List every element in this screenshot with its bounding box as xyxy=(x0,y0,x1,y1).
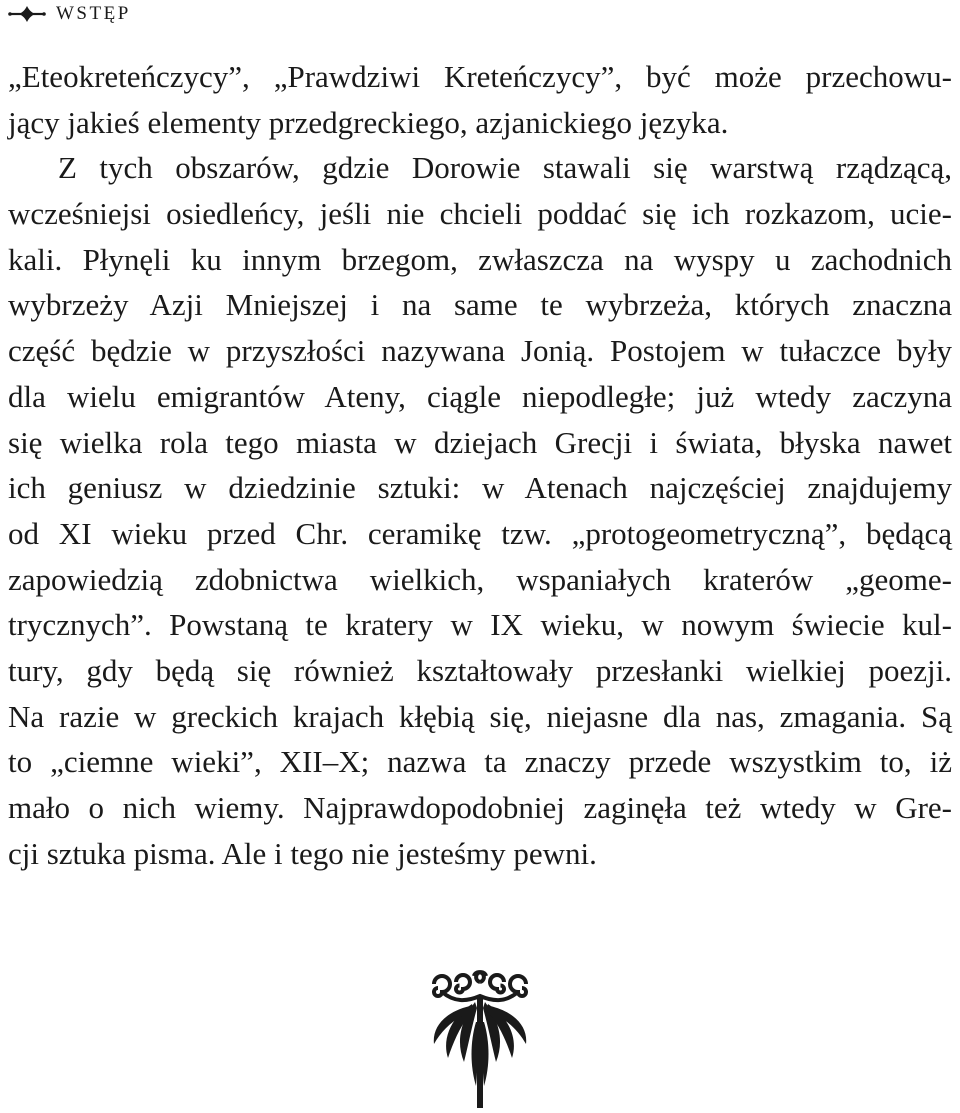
text-line: ich geniusz w dziedzinie sztuki: w Atenach najczęściej znajdujemy xyxy=(8,470,952,506)
text-line: dla wielu emigrantów Ateny, ciągle niepodległe; już wtedy zaczyna xyxy=(8,378,952,414)
text-line: wybrzeży Azji Mniejszej i na same te wybrzeża, których znaczna xyxy=(8,287,952,323)
text-line: „Eteokreteńczycy”, „Prawdziwi Kreteńczycy”, być może przechowu- xyxy=(8,59,952,94)
text-line: mało o nich wiemy. Najprawdopodobniej zaginęła też wtedy w Gre- xyxy=(8,790,952,825)
text-line: cji sztuka pisma. Ale i tego nie jesteśmy pewni. xyxy=(8,835,597,871)
text-line: od XI wieku przed Chr. ceramikę tzw. „protogeometryczną”, będącą xyxy=(8,515,952,551)
text-line: trycznych”. Powstaną te kratery w IX wieku, w nowym świecie kul- xyxy=(8,607,952,643)
running-header xyxy=(8,2,131,26)
text-line: wcześniejsi osiedleńcy, jeśli nie chcieli poddać się ich rozkazom, ucie- xyxy=(8,196,952,232)
text-line: jący jakieś elementy przedgreckiego, azjanickiego języka. xyxy=(8,104,729,140)
text-line: Z tych obszarów, gdzie Dorowie stawali się warstwą rządzącą, xyxy=(58,150,952,186)
text-line: zapowiedzią zdobnictwa wielkich, wspaniałych kraterów „geome- xyxy=(8,561,952,597)
palmette-ornament-icon xyxy=(420,962,540,1110)
text-line: tury, gdy będą się również kształtowały przesłanki wielkiej poezji. xyxy=(8,652,952,688)
text-line: część będzie w przyszłości nazywana Jonią. Postojem w tułaczce były xyxy=(8,333,952,369)
text-line: to „ciemne wieki”, XII–X; nazwa ta znaczy przede wszystkim to, iż xyxy=(8,744,952,780)
text-line: kali. Płynęli ku innym brzegom, zwłaszcza na wyspy u zachodnich xyxy=(8,241,952,277)
section-title: WSTĘP xyxy=(56,3,131,24)
text-line: Na razie w greckich krajach kłębią się, niejasne dla nas, zmagania. Są xyxy=(8,698,952,734)
text-line: się wielka rola tego miasta w dziejach Grecji i świata, błyska nawet xyxy=(8,424,952,460)
body-text xyxy=(8,54,952,876)
fleuron-icon xyxy=(8,5,46,23)
